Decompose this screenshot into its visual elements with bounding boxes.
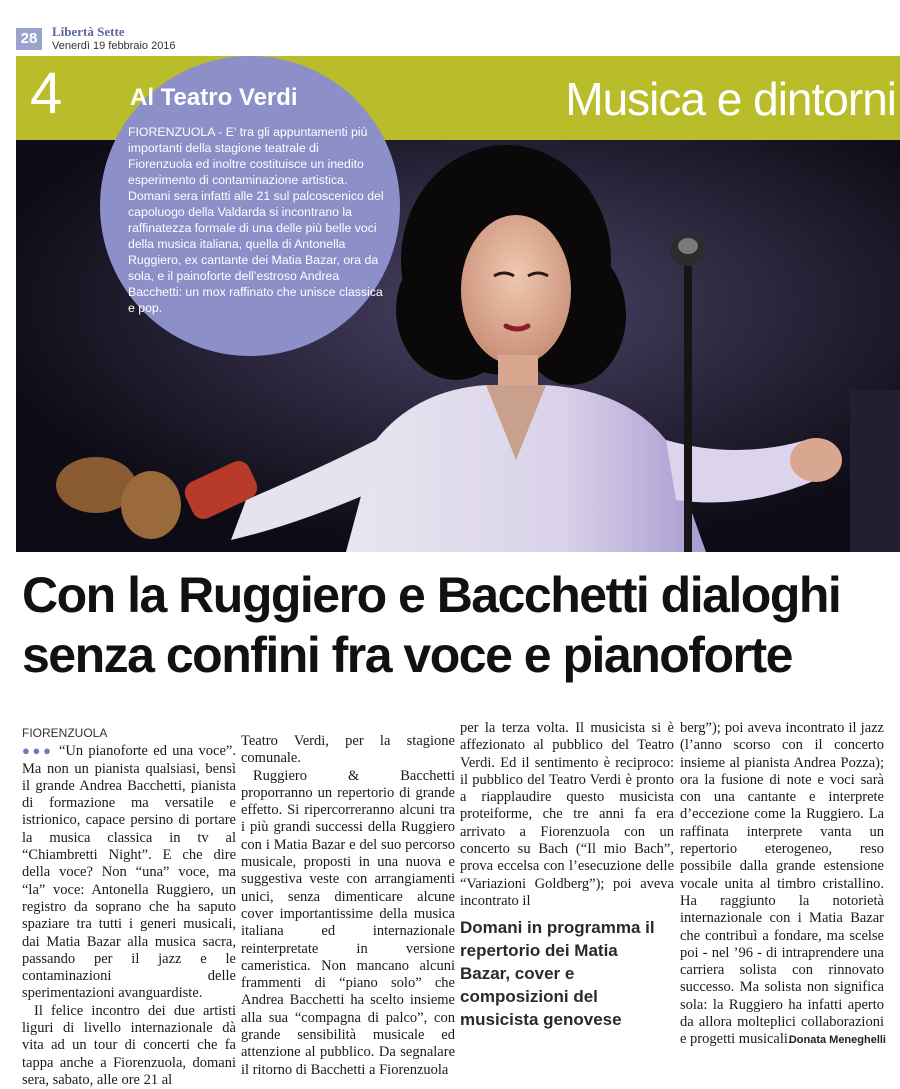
column-1-paragraph-1 xyxy=(22,742,236,1002)
column-2-paragraph-1: Teatro Verdi, per la stagione comunale. xyxy=(241,733,455,767)
section-number: 4 xyxy=(30,61,63,126)
headline-line-2: senza confini fra voce e pianoforte xyxy=(22,627,792,683)
column-2-paragraph-2: Ruggiero & Bacchetti proporranno un repertorio di grande effetto. Si ripercorreranno alcuni tra i più grandi successi della Ruggiero con i Matia Bazar e del suo percorso musicale, proposti in una nuova e suggestiva veste con arrangiamenti unici, senza dimenticare alcune cover importantissime della musica italiana ed internazionale reinterpretate in versione cameristica. Non mancano alcuni frammenti di “piano solo” che Andrea Bacchetti ha scelto insieme alla sua “compagna di palco”, con grande sensibilità musicale ed attenzione al pubblico. Da segnalare il ritorno di Bacchetti a Fiorenzuola xyxy=(241,767,455,1078)
section-title: Musica e dintorni xyxy=(565,73,896,125)
article-headline xyxy=(22,565,892,685)
circle-title: Al Teatro Verdi xyxy=(130,84,298,111)
article-dateline: FIORENZUOLA xyxy=(22,726,108,740)
column-1-paragraph-2: Il felice incontro dei due artisti liguri di livello internazionale dà vita ad un tour di concerti che fa tappa anche a Fiorenzuola, domani sera, sabato, alle ore 21 al xyxy=(22,1002,236,1088)
article-column-4 xyxy=(680,720,884,1049)
page-number: 28 xyxy=(16,28,42,50)
column-1-text-1: “Un pianoforte ed una voce”. Ma non un pianista qualsiasi, bensì il grande Andrea Bacchetti, pianista di formazione ma versatile e istrionico, capace persino di portare la musica classica in tv al “Chiambretti Night”. E che dire della voce? Non “una” voce, ma “la” voce: Antonella Ruggiero, un registro da soprano che ha saputo spaziare tra tutti i generi musicali, dai Matia Bazar alla musica sacra, passando per il jazz e le contaminazioni delle sperimentazioni avanguardiste. xyxy=(22,743,236,1002)
column-3-paragraph-1: per la terza volta. Il musicista si è affezionato al pubblico del Teatro Verdi. Ed il sentimento è reciproco: il pubblico del Teatro Verdi è pronto a riapplaudire questo musicista proteiforme, che tre anni fa era arrivato a Fiorenzuola con un concerto su Bach (“Il mio Bach”, prova eccelsa con l’esecuzione delle “Variazioni Goldberg”); poi aveva incontrato il xyxy=(460,720,674,909)
column-4-paragraph-1: berg”); poi aveva incontrato il jazz (l’anno scorso con il concerto insieme al pianista Andrea Pozza); ora la fusione di note e voci sarà con una cantante e interprete d’eccezione come la Ruggiero. La raffinata interprete vanta un repertorio eterogeneo, reso possibile dalla grande estensione vocale unita al timbro cristallino. Ha raggiunto la notorietà internazionale con i Matia Bazar che contribuì a fondare, ma scelse poi - nel ’96 - di intraprendere una carriera solista con rinnovato successo. Ma solista non significa sola: la Ruggiero ha infatti aperto da allora molteplici collaborazioni e progetti musicali. xyxy=(680,720,884,1048)
headline-line-1: Con la Ruggiero e Bacchetti dialoghi xyxy=(22,567,841,623)
pull-quote: Domani in programma il repertorio dei Matia Bazar, cover e composizioni del musicista genovese xyxy=(460,918,655,1029)
circle-text: FIORENZUOLA - E’ tra gli appuntamenti più importanti della stagione teatrale di Fiorenzuola ed inoltre costituisce un inedito esperimento di contaminazione artistica. Domani sera infatti alle 21 sul palcoscenico del capoluogo della Valdarda si incontrano la raffinatezza formale di una delle più belle voci della musica italiana, quella di Antonella Ruggiero, ex cantante dei Matia Bazar, ora da sola, e il painoforte dell’estroso Andrea Bacchetti: un mox raffinato che unisce classica e pop. xyxy=(128,125,384,315)
article-column-1 xyxy=(22,725,236,1089)
publication-name: Libertà Sette xyxy=(52,24,125,39)
article-column-3 xyxy=(460,720,674,910)
dots-icon: ●●● xyxy=(22,743,54,759)
author-byline: Donata Meneghelli xyxy=(788,1034,886,1046)
article-column-2 xyxy=(241,733,455,1079)
issue-date: Venerdì 19 febbraio 2016 xyxy=(52,40,176,52)
